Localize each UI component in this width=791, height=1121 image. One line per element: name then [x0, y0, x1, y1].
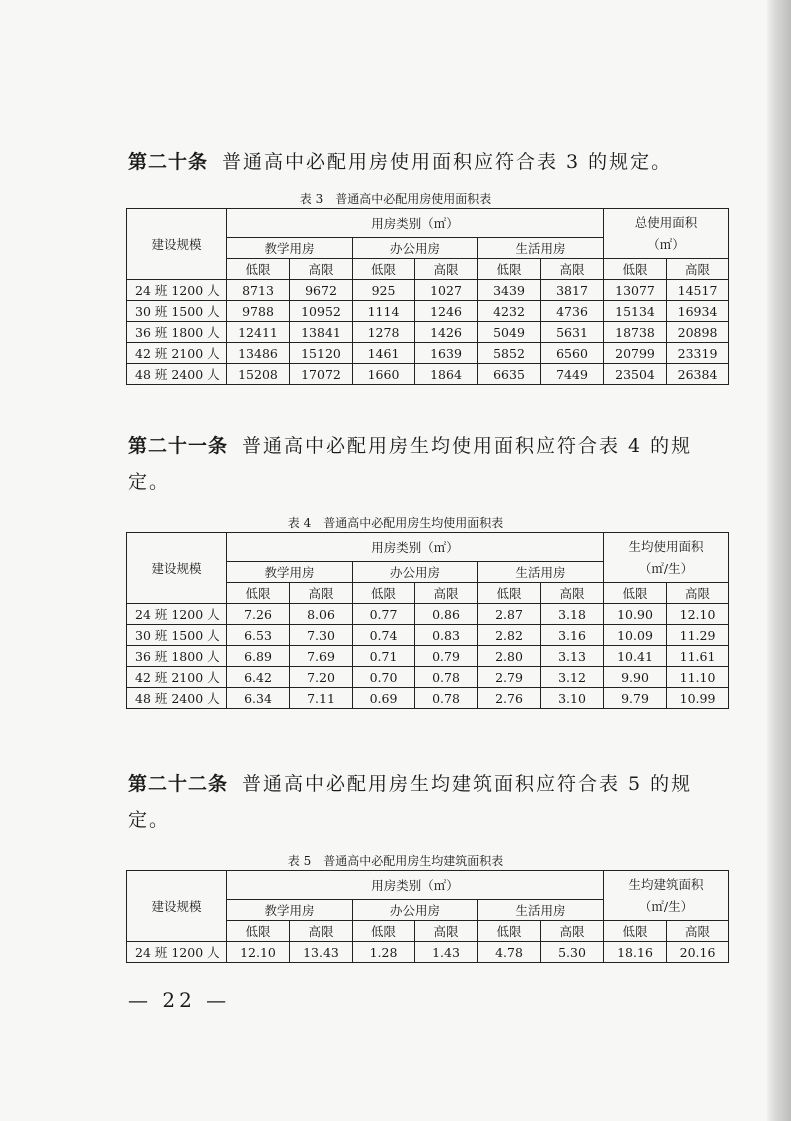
header-sub: 高限	[667, 259, 729, 280]
cell: 4736	[541, 301, 604, 322]
header-sub: 低限	[227, 583, 290, 604]
table-4-caption: 表 4 普通高中必配用房生均使用面积表	[287, 516, 504, 530]
row-scale: 24 班 1200 人	[127, 942, 227, 963]
header-group: 办公用房	[353, 900, 478, 921]
cell: 12.10	[667, 604, 729, 625]
header-sub: 低限	[478, 583, 541, 604]
cell: 3.13	[541, 646, 604, 667]
cell: 0.83	[415, 625, 478, 646]
cell: 0.70	[353, 667, 415, 688]
row-scale: 30 班 1500 人	[127, 625, 227, 646]
cell: 13486	[227, 343, 290, 364]
article-text: 普通高中必配用房生均使用面积应符合表 4 的规定。	[128, 435, 693, 493]
row-scale: 30 班 1500 人	[127, 301, 227, 322]
cell: 17072	[290, 364, 353, 385]
header-category: 用房类别（㎡）	[227, 871, 604, 900]
header-sub: 低限	[227, 921, 290, 942]
row-scale: 24 班 1200 人	[127, 280, 227, 301]
row-scale: 42 班 2100 人	[127, 667, 227, 688]
cell: 0.74	[353, 625, 415, 646]
row-scale: 24 班 1200 人	[127, 604, 227, 625]
cell: 1246	[415, 301, 478, 322]
header-sub: 高限	[541, 259, 604, 280]
cell: 1639	[415, 343, 478, 364]
cell: 0.69	[353, 688, 415, 709]
cell: 13.43	[290, 942, 353, 963]
cell: 7.20	[290, 667, 353, 688]
header-sub: 高限	[415, 921, 478, 942]
cell: 11.29	[667, 625, 729, 646]
cell: 6560	[541, 343, 604, 364]
article-text: 普通高中必配用房使用面积应符合表 3 的规定。	[222, 151, 673, 173]
cell: 20898	[667, 322, 729, 343]
article-text: 普通高中必配用房生均建筑面积应符合表 5 的规定。	[128, 773, 693, 831]
header-category: 用房类别（㎡）	[227, 209, 604, 238]
cell: 20.16	[667, 942, 729, 963]
cell: 0.77	[353, 604, 415, 625]
article-number: 第二十条	[128, 151, 209, 173]
table-row	[127, 280, 729, 301]
table-row	[127, 646, 729, 667]
cell: 18738	[604, 322, 667, 343]
cell: 9.90	[604, 667, 667, 688]
header-sub: 低限	[604, 921, 667, 942]
header-group: 教学用房	[227, 238, 353, 259]
cell: 26384	[667, 364, 729, 385]
table-row	[127, 604, 729, 625]
page-number: — 22 —	[128, 988, 231, 1012]
header-group: 教学用房	[227, 900, 353, 921]
cell: 2.76	[478, 688, 541, 709]
header-total-unit: （㎡/生）	[638, 898, 694, 914]
row-scale: 48 班 2400 人	[127, 688, 227, 709]
cell: 15120	[290, 343, 353, 364]
cell: 23319	[667, 343, 729, 364]
header-sub: 高限	[290, 583, 353, 604]
table-row	[127, 322, 729, 343]
row-scale: 48 班 2400 人	[127, 364, 227, 385]
cell: 1027	[415, 280, 478, 301]
cell: 7.11	[290, 688, 353, 709]
article-20	[128, 144, 728, 180]
cell: 12.10	[227, 942, 290, 963]
header-sub: 低限	[353, 259, 415, 280]
cell: 3.16	[541, 625, 604, 646]
cell: 3817	[541, 280, 604, 301]
header-total-label: 生均使用面积	[628, 538, 704, 554]
header-sub: 低限	[604, 259, 667, 280]
table-row	[127, 688, 729, 709]
cell: 1461	[353, 343, 415, 364]
header-total-unit: （㎡/生）	[638, 560, 694, 576]
header-sub: 高限	[541, 921, 604, 942]
article-number: 第二十一条	[128, 435, 229, 457]
cell: 2.80	[478, 646, 541, 667]
cell: 5049	[478, 322, 541, 343]
header-group: 办公用房	[353, 562, 478, 583]
header-sub: 高限	[290, 921, 353, 942]
cell: 925	[353, 280, 415, 301]
table-row	[127, 667, 729, 688]
cell: 15134	[604, 301, 667, 322]
cell: 7.26	[227, 604, 290, 625]
cell: 12411	[227, 322, 290, 343]
header-category: 用房类别（㎡）	[227, 533, 604, 562]
article-21	[128, 428, 728, 500]
header-sub: 低限	[478, 259, 541, 280]
cell: 18.16	[604, 942, 667, 963]
table-3-caption: 表 3 普通高中必配用房使用面积表	[299, 192, 492, 206]
header-scale: 建设规模	[127, 533, 227, 604]
cell: 6.34	[227, 688, 290, 709]
cell: 0.78	[415, 667, 478, 688]
table-row	[127, 942, 729, 963]
cell: 23504	[604, 364, 667, 385]
cell: 3.10	[541, 688, 604, 709]
header-sub: 高限	[667, 921, 729, 942]
cell: 1.28	[353, 942, 415, 963]
cell: 13841	[290, 322, 353, 343]
header-group: 生活用房	[478, 562, 604, 583]
table-4	[126, 532, 729, 709]
table-row	[127, 625, 729, 646]
cell: 10.99	[667, 688, 729, 709]
cell: 5.30	[541, 942, 604, 963]
header-sub: 高限	[415, 259, 478, 280]
cell: 1864	[415, 364, 478, 385]
header-sub: 低限	[604, 583, 667, 604]
cell: 1660	[353, 364, 415, 385]
header-sub: 低限	[353, 921, 415, 942]
cell: 6635	[478, 364, 541, 385]
header-total	[604, 533, 729, 583]
header-total	[604, 871, 729, 921]
article-22	[128, 766, 728, 838]
cell: 6.89	[227, 646, 290, 667]
header-group: 生活用房	[478, 900, 604, 921]
cell: 20799	[604, 343, 667, 364]
cell: 10.41	[604, 646, 667, 667]
cell: 7.30	[290, 625, 353, 646]
cell: 3.18	[541, 604, 604, 625]
cell: 3439	[478, 280, 541, 301]
header-group: 教学用房	[227, 562, 353, 583]
table-row	[127, 301, 729, 322]
cell: 0.86	[415, 604, 478, 625]
cell: 16934	[667, 301, 729, 322]
cell: 10.09	[604, 625, 667, 646]
header-sub: 高限	[290, 259, 353, 280]
cell: 1426	[415, 322, 478, 343]
cell: 0.78	[415, 688, 478, 709]
row-scale: 36 班 1800 人	[127, 646, 227, 667]
header-total-unit: （㎡）	[647, 236, 685, 252]
cell: 6.42	[227, 667, 290, 688]
header-sub: 低限	[353, 583, 415, 604]
header-total-label: 生均建筑面积	[628, 876, 704, 892]
header-sub: 低限	[227, 259, 290, 280]
cell: 10.90	[604, 604, 667, 625]
cell: 0.71	[353, 646, 415, 667]
cell: 9.79	[604, 688, 667, 709]
row-scale: 36 班 1800 人	[127, 322, 227, 343]
header-sub: 高限	[667, 583, 729, 604]
header-group: 生活用房	[478, 238, 604, 259]
cell: 6.53	[227, 625, 290, 646]
cell: 2.82	[478, 625, 541, 646]
table-5	[126, 870, 729, 963]
cell: 4232	[478, 301, 541, 322]
cell: 2.87	[478, 604, 541, 625]
cell: 14517	[667, 280, 729, 301]
header-group: 办公用房	[353, 238, 478, 259]
row-scale: 42 班 2100 人	[127, 343, 227, 364]
cell: 3.12	[541, 667, 604, 688]
table-3	[126, 208, 729, 385]
header-sub: 高限	[541, 583, 604, 604]
table-row	[127, 364, 729, 385]
cell: 4.78	[478, 942, 541, 963]
header-total	[604, 209, 729, 259]
cell: 15208	[227, 364, 290, 385]
cell: 0.79	[415, 646, 478, 667]
table-5-caption: 表 5 普通高中必配用房生均建筑面积表	[287, 854, 504, 868]
page-edge-shadow	[767, 0, 791, 1121]
cell: 8.06	[290, 604, 353, 625]
cell: 13077	[604, 280, 667, 301]
cell: 9788	[227, 301, 290, 322]
cell: 9672	[290, 280, 353, 301]
cell: 2.79	[478, 667, 541, 688]
article-number: 第二十二条	[128, 773, 229, 795]
cell: 11.61	[667, 646, 729, 667]
cell: 7449	[541, 364, 604, 385]
header-sub: 高限	[415, 583, 478, 604]
cell: 5631	[541, 322, 604, 343]
cell: 1.43	[415, 942, 478, 963]
cell: 1278	[353, 322, 415, 343]
header-scale: 建设规模	[127, 209, 227, 280]
cell: 8713	[227, 280, 290, 301]
header-sub: 低限	[478, 921, 541, 942]
header-scale: 建设规模	[127, 871, 227, 942]
header-total-label: 总使用面积	[634, 214, 698, 230]
table-row	[127, 343, 729, 364]
cell: 5852	[478, 343, 541, 364]
cell: 1114	[353, 301, 415, 322]
cell: 7.69	[290, 646, 353, 667]
cell: 10952	[290, 301, 353, 322]
cell: 11.10	[667, 667, 729, 688]
